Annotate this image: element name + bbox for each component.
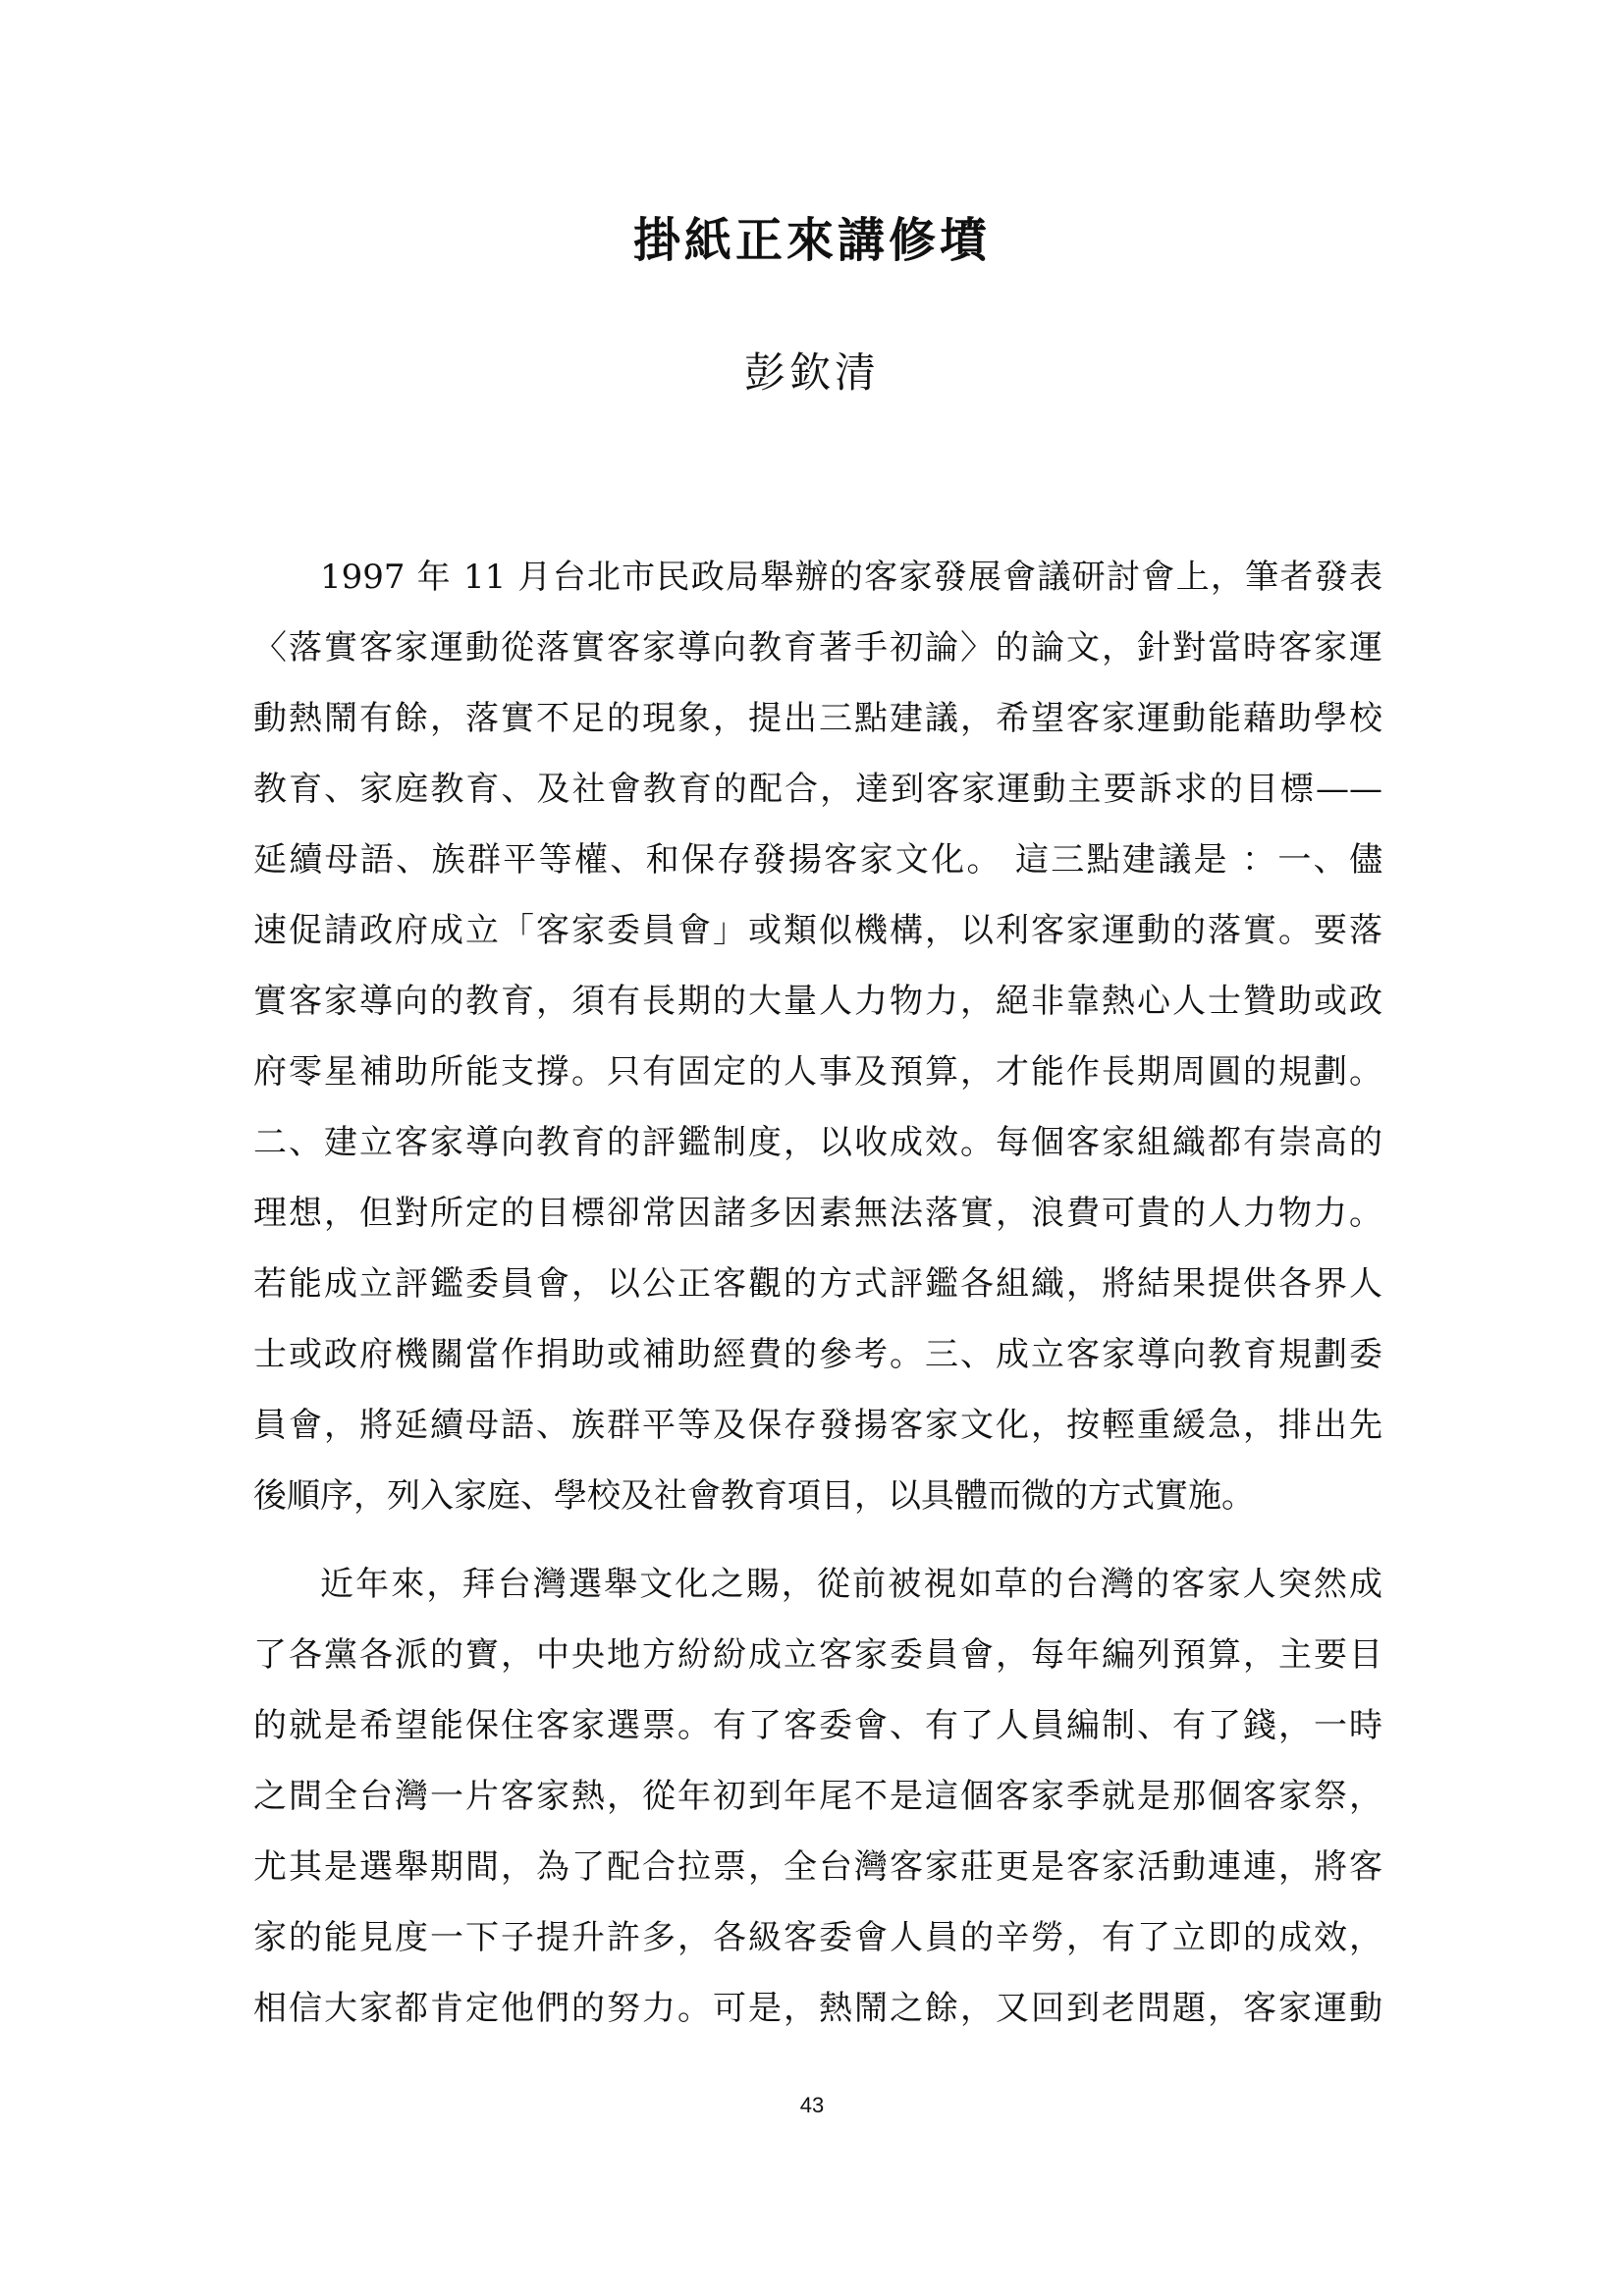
paragraph-line: 後順序，列入家庭、學校及社會教育項目，以具體而微的方式實施。 — [253, 1476, 1255, 1516]
paragraph-line: 延續母語、族群平等權、和保存發揚客家文化。 這三點建議是 ：一、儘 — [253, 840, 1382, 880]
author-name: 彭欽清 — [743, 348, 880, 397]
paragraph-line: 二、建立客家導向教育的評鑑制度，以收成效。每個客家組織都有崇高的 — [253, 1123, 1382, 1162]
paragraph-2 — [253, 1549, 1382, 2044]
paragraph-1 — [253, 542, 1382, 1531]
paragraph-line: 士或政府機關當作捐助或補助經費的參考。三、成立客家導向教育規劃委 — [253, 1335, 1382, 1374]
paragraph-line: 家的能見度一下子提升許多，各級客委會人員的辛勞，有了立即的成效， — [253, 1918, 1382, 1957]
paragraph-line: 員會，將延續母語、族群平等及保存發揚客家文化，按輕重緩急，排出先 — [253, 1406, 1382, 1445]
paragraph-line: 府零星補助所能支撐。只有固定的人事及預算，才能作長期周圓的規劃。 — [253, 1052, 1382, 1092]
paragraph-line: 之間全台灣一片客家熱，從年初到年尾不是這個客家季就是那個客家祭， — [253, 1777, 1382, 1816]
paragraph-line: 近年來，拜台灣選舉文化之賜，從前被視如草的台灣的客家人突然成 — [320, 1565, 1382, 1604]
paragraph-line: 的就是希望能保住客家選票。有了客委會、有了人員編制、有了錢，一時 — [253, 1706, 1382, 1745]
paragraph-line: 尤其是選舉期間，為了配合拉票，全台灣客家莊更是客家活動連連，將客 — [253, 1847, 1382, 1887]
body-text — [253, 542, 1382, 2044]
paragraph-line: 速促請政府成立「客家委員會」或類似機構，以利客家運動的落實。要落 — [253, 911, 1382, 950]
paragraph-line: 動熱鬧有餘，落實不足的現象，提出三點建議，希望客家運動能藉助學校 — [253, 699, 1382, 738]
paragraph-line: 1997 年 11 月台北市民政局舉辦的客家發展會議研討會上，筆者發表 — [320, 558, 1382, 597]
paragraph-line: 教育、家庭教育、及社會教育的配合，達到客家運動主要訴求的目標—— — [253, 770, 1382, 809]
document-title: 掛紙正來講修墳 — [632, 213, 991, 268]
paragraph-line: 理想，但對所定的目標卻常因諸多因素無法落實，浪費可貴的人力物力。 — [253, 1194, 1382, 1233]
paragraph-line: 〈落實客家運動從落實客家導向教育著手初論〉的論文，針對當時客家運 — [253, 628, 1382, 667]
paragraph-line: 實客家導向的教育，須有長期的大量人力物力，絕非靠熱心人士贊助或政 — [253, 982, 1382, 1021]
page-number: 43 — [799, 2093, 825, 2117]
paragraph-line: 相信大家都肯定他們的努力。可是，熱鬧之餘，又回到老問題，客家運動 — [253, 1989, 1382, 2028]
paragraph-line: 了各黨各派的寶，中央地方紛紛成立客家委員會，每年編列預算，主要目 — [253, 1635, 1382, 1675]
paragraph-line: 若能成立評鑑委員會，以公正客觀的方式評鑑各組織，將結果提供各界人 — [253, 1264, 1382, 1304]
